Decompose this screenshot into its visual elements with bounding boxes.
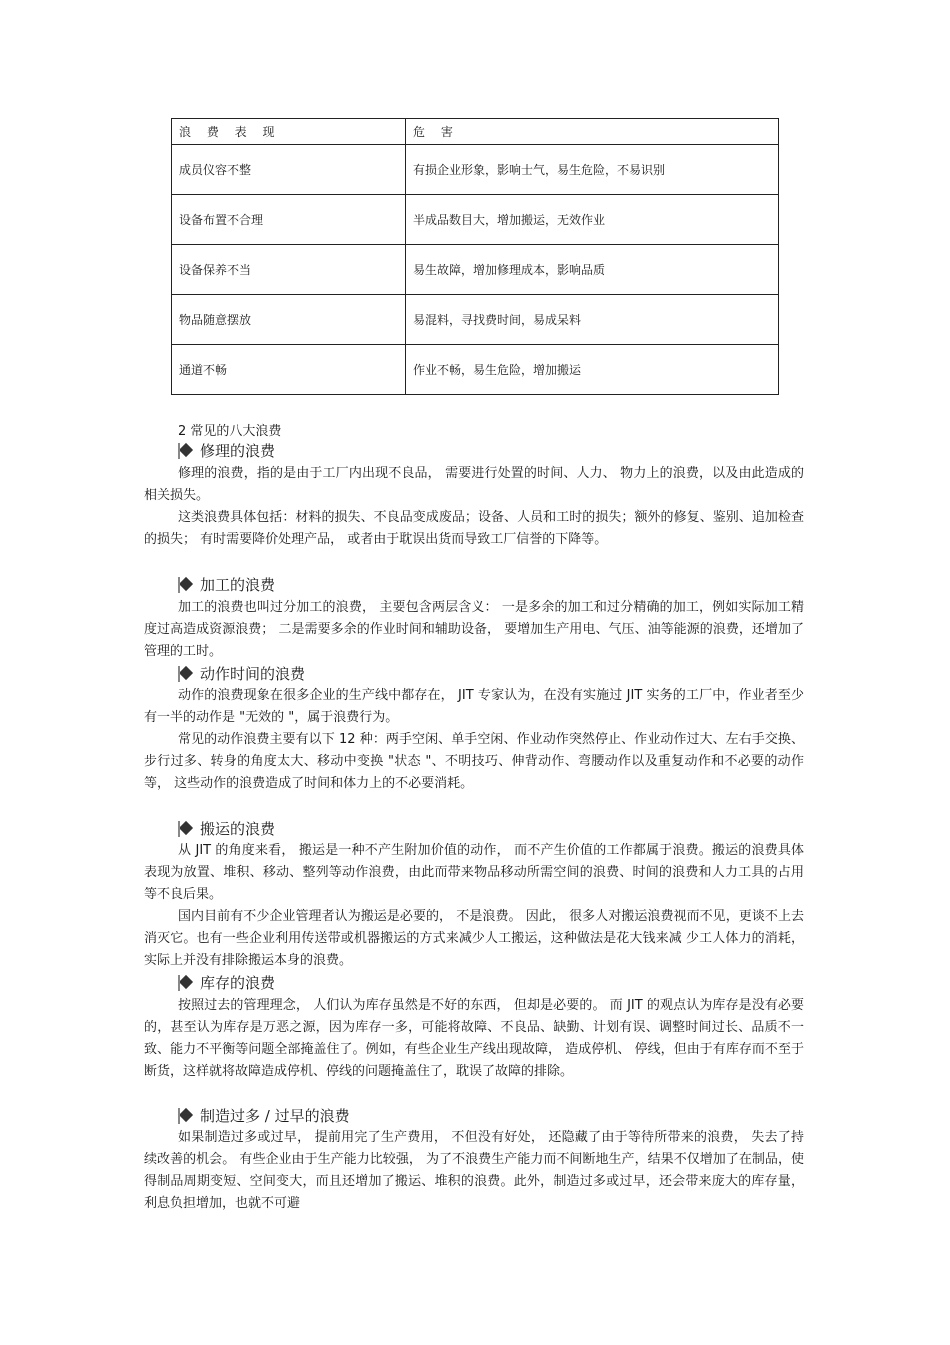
diamond-bullet-icon <box>178 1108 196 1124</box>
subsection-title-overproduction <box>178 1105 350 1126</box>
subsection-title-text: 修理的浪费 <box>200 442 276 460</box>
paragraph: 这类浪费具体包括：材料的损失、不良品变成废品；设备、人员和工时的损失；额外的修复、鉴别、追加检查的损失； 有时需要降价处理产品， 或者由于耽误出货而导致工厂信誉的下降等。 <box>144 510 804 547</box>
paragraph: 如果制造过多或过早， 提前用完了生产费用， 不但没有好处， 还隐藏了由于等待所带来的浪费， 失去了持续改善的机会。 有些企业由于生产能力比较强， 为了不浪费生产能力而不间断地生产，结果不仅增加了在制品，使得制品周期变短、空间变大，而且还增加了搬运、堆积的浪费。此外，制造过多或过早，还会带来庞大的库存量，利息负担增加，也就不可避 <box>144 1130 804 1211</box>
subsection-title-inventory <box>178 972 275 993</box>
paragraph: 从 JIT 的角度来看， 搬运是一种不产生附加价值的动作， 而不产生价值的工作都属于浪费。搬运的浪费具体表现为放置、堆积、移动、整列等动作浪费，由此而带来物品移动所需空间的浪费、时间的浪费和人力工具的占用等不良后果。 <box>144 843 804 902</box>
table-cell: 易生故障，增加修理成本，影响品质 <box>406 245 779 295</box>
table-cell: 设备保养不当 <box>172 245 406 295</box>
paragraph: 按照过去的管理理念， 人们认为库存虽然是不好的东西， 但却是必要的。 而 JIT 的观点认为库存是没有必要的，甚至认为库存是万恶之源，因为库存一多，可能将故障、不良品、缺勤、计划有误、调整时间过长、品质不一致、能力不平衡等问题全部掩盖住了。例如，有些企业生产线出现故障， 造成停机、 停线，但由于有库存而不至于断货，这样就将故障造成停机、停线的问题掩盖住了，耽误了故障的排除。 <box>144 998 804 1079</box>
table-cell: 成员仪容不整 <box>172 145 406 195</box>
section-heading: 2 常见的八大浪费 <box>178 424 282 439</box>
paragraph: 国内目前有不少企业管理者认为搬运是必要的， 不是浪费。 因此， 很多人对搬运浪费视而不见，更谈不上去消灭它。也有一些企业利用传送带或机器搬运的方式来减少人工搬运，这种做法是花大钱来减 少工人体力的消耗，实际上并没有排除搬运本身的浪费。 <box>144 909 804 968</box>
subsection-title-text: 制造过多 / 过早的浪费 <box>200 1107 350 1125</box>
waste-table <box>171 118 779 395</box>
subsection-title-motion <box>178 663 305 684</box>
table-row <box>172 245 779 295</box>
diamond-bullet-icon <box>178 443 196 459</box>
table-cell: 易混料，寻找费时间，易成呆料 <box>406 295 779 345</box>
header-harm: 危 害 <box>406 119 779 145</box>
diamond-bullet-icon <box>178 577 196 593</box>
header-waste-manifestation: 浪 费 表 现 <box>172 119 406 145</box>
table-cell: 有损企业形象，影响士气，易生危险，不易识别 <box>406 145 779 195</box>
diamond-bullet-icon <box>178 821 196 837</box>
table-cell: 设备布置不合理 <box>172 195 406 245</box>
paragraph: 常见的动作浪费主要有以下 12 种：两手空闲、单手空闲、作业动作突然停止、作业动作过大、左右手交换、步行过多、转身的角度太大、移动中变换 "状态 "、不明技巧、伸背动作、弯腰动作以及重复动作和不必要的动作等， 这些动作的浪费造成了时间和体力上的不必要消耗。 <box>144 732 804 791</box>
subsection-title-text: 库存的浪费 <box>200 974 276 992</box>
subsection-title-text: 加工的浪费 <box>200 576 276 594</box>
diamond-bullet-icon <box>178 975 196 991</box>
table-cell: 作业不畅，易生危险，增加搬运 <box>406 345 779 395</box>
table-row <box>172 195 779 245</box>
table-header-row <box>172 119 779 145</box>
table-cell: 通道不畅 <box>172 345 406 395</box>
table-row <box>172 295 779 345</box>
paragraph: 修理的浪费，指的是由于工厂内出现不良品， 需要进行处置的时间、人力、 物力上的浪费，以及由此造成的相关损失。 <box>144 466 804 503</box>
subsection-title-transport <box>178 818 275 839</box>
subsection-title-processing <box>178 574 275 595</box>
table-cell: 物品随意摆放 <box>172 295 406 345</box>
diamond-bullet-icon <box>178 666 196 682</box>
table-cell: 半成品数目大，增加搬运，无效作业 <box>406 195 779 245</box>
subsection-title-repair <box>178 440 275 461</box>
subsection-title-text: 搬运的浪费 <box>200 820 276 838</box>
paragraph: 加工的浪费也叫过分加工的浪费， 主要包含两层含义： 一是多余的加工和过分精确的加工，例如实际加工精度过高造成资源浪费； 二是需要多余的作业时间和辅助设备， 要增加生产用电、气压、油等能源的浪费，还增加了管理的工时。 <box>144 600 804 659</box>
table-row <box>172 145 779 195</box>
paragraph: 动作的浪费现象在很多企业的生产线中都存在， JIT 专家认为，在没有实施过 JIT 实务的工厂中，作业者至少有一半的动作是 "无效的 "，属于浪费行为。 <box>144 688 804 725</box>
subsection-title-text: 动作时间的浪费 <box>200 665 306 683</box>
table-row <box>172 345 779 395</box>
